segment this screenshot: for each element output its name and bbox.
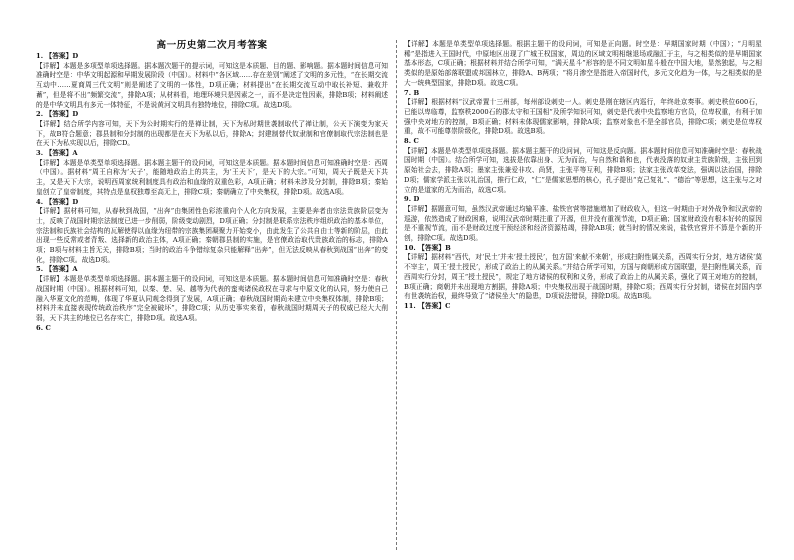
explanation-paragraph: 【详解】本题是单类型单项选择题。据本题主题干的设问词，可知这是本质题。据本题时间信息可知准确时空是：春秋战国时期（中国）。根据材料可知，以秦、楚、吴、越等为代表的蛮夷诸侯政权在寻求与中原文化的认同，努力使自己融入华夏文化的范畴，体现了华夏认同观念得到了发展，A项正确；春秋战国时期尚未建立中央集权体制，排除B项；材料并未直接表现传统政治秩序“完全被破坏”，排除C项；从历史事实来看，春秋战国时期周天子的权威已经大大削弱，天下共主的地位已名存实亡，排除D项。故选A项。 (36, 275, 388, 322)
explanation-paragraph: 【详解】本题是单类型单项选择题。根据主题干的设问词，可知是正向题。时空是：早期国家时期（中国）；“月明星稀”是指进入王国时代，中原地区出现了广城王权国家，周边的区域文明相继退场或融汇于主，与之相类似的是早期国家基本形态，C项正确；根据材料并结合所学可知，“满天星斗”形容的是不同文明如星斗般在中国大地，显然独起，与之相类似的是原始部落联盟或邦国林立，排除A、B两项；“将月渗空是指进入帝国时代，多元文化趋为一体，与之相类似的是大一统典型国家，排除D项。故选C项。 (404, 40, 762, 87)
answer-heading: 6. C (36, 323, 51, 332)
explanation-paragraph: 【详解】根据材料“汉武帝置十三州部，每州部设刺史一人。刺史是刚在辖区内巡行，年终赴京奏事。刺史秩位600石，已能以卑临尊，监察秩2000石的郡太守和王国相”及所学知识可知，刺史是代表中央监察地方官员，位卑权重，有利于加强中央对地方的控制，B项正确；材料未体现儒家影响，排除A项；监察对象也不是全部官员，排除C项；刺史是位卑权重，故不可能尊崇阶级化，排除D项。故选B项。 (404, 98, 762, 136)
page-title: 高一历史第二次月考答案 (156, 40, 268, 51)
answer-heading: 7. B (404, 88, 420, 97)
explanation-paragraph: 【详解】据材料可知，从春秋到战国，“出奔”由集团性色彩浓重向个人化方向发展，主要是奔者由宗法贵族阶层变为士，反映了战国时期宗法制度已进一步削弱，阶级变动剧烈，D项正确；分封制是联系宗法秩序组织政治的基本单位，宗法制和氏族社会结构的瓦解使得以血缘为纽带的宗族集团凝聚力开始变小，由此发生了公共自由士等新的阶层，由此出现一些反常或者背叛、选择新的政治主体，A项正确；秦朝郡县制的实施，是官僚政治取代贵族政治的标志，排除A项；B项与材料主旨无关，排除B项；当时的政治斗争错综复杂只能解释“出奔”，但无法反映从春秋到战国“出奔”的变化，排除C项。故选D项。 (36, 207, 388, 264)
answer-heading: 2. 【答案】D (36, 110, 79, 119)
explanation-paragraph: 【详解】据题意可知，虽然汉武帝通过均输平准、盐铁官营等措施增加了财政收入，但这一时期由于对外战争和汉武帝的巡游，依然造成了财政困难，说明汉武帝时期注重了开源，但并没有重视节流，D项正确；国家财政没有根本好转的原因是不重视节流，而不是财政过度干预经济和经济资源枯竭，排除AB项；就当时的情况来说，盐铁官营并不算是个新的开创，排除C项。故选D项。 (404, 204, 762, 243)
answer-heading: 8. C (404, 137, 419, 146)
answer-heading: 1. 【答案】D (36, 52, 79, 60)
answer-heading: 5. 【答案】A (36, 265, 78, 274)
answer-heading: 10. 【答案】B (404, 243, 451, 252)
explanation-paragraph: 【详解】本题是多项型单项选择题。据本题次题干的提示词，可知这是本质题、目的题、影响题。据本题时间信息可知准确时空是：中华文明起源和早期发展阶段（中国）。材料中“各区域……存在差别”阐述了文明的多元性，“在长期交流互动中……夏商周三代文明”则是阐述了文明的一体性，D项正确；材料提出“在长期交流互动中取长补短、兼收并蓄”，但是将不出“频繁交流”，排除A项；从材料看，地理环境只是因素之一，而不是决定性因素，排除B项；材料阐述的是中华文明具有多元一体特征，不是说黄河文明具有独特地位，排除C项。故选D项。 (36, 61, 388, 109)
right-column (404, 40, 762, 552)
column-divider (396, 40, 397, 550)
explanation-paragraph: 【详解】结合所学内容可知，天下为公时期实行的是禅让制，天下为私时期世袭制取代了禅让制，公天下演变为家天下，故B符合题意；郡县制和分封制的出现都是在天下为私以后，排除A；封建制替代奴隶制和官僚制取代宗法制也是在天下为私实现以后，排除CD。 (36, 119, 388, 148)
answer-heading: 9. D (404, 195, 420, 204)
answer-heading: 3. 【答案】A (36, 149, 78, 158)
answer-heading: 11. 【答案】C (404, 301, 451, 310)
answer-heading: 4. 【答案】D (36, 197, 79, 206)
left-column (36, 52, 388, 552)
explanation-paragraph: 【详解】据材料“西代，对‘民土’并未‘授土授民’，包方国‘来献不来朝’，形成扫附性属关系，西周实行分封，地方诸侯‘莫不宰主’，周王‘授土授民’，形成了政治上的从属关系。”并结合所学可知，方国与商朝形成方国联盟，是扫附性属关系，而西周实行分封，周王“授土授民”，规定了地方诸侯的权利和义务，形成了政治上的从属关系，强化了周王对地方的控制，B项正确；商朝并未出现地方割据，排除A项；中央集权出现于战国时期，排除C项；西周实行分封制，诸侯在封国内享有世袭统治权，最终导致了“诸侯坐大”的隐患，D项说法错误，排除D项。故选B项。 (404, 253, 762, 301)
explanation-paragraph: 【详解】本题是单类型单项选择题。据本题主题干的设问词，可知这是本质题。据本题时间信息可知准确时空是：西周（中国）。据材料“周王自称为‘天子’，能随地政治上的共主，为‘王天下’，是天下的大宗。”可知，周天子既是天下共主，又是天下大宗，说明西周家统利制度具有政治和血缘的双重色彩，A项正确；材料未涉及分封制，排除B项；秦始皇创立了皇帝制度，其特点是皇权独尊至高无上，排除C项；秦朝确立了中央集权，排除D项。故选A项。 (36, 158, 388, 196)
explanation-paragraph: 【详解】本题是单类型单项选择题。据本题主题干的设问词，可知这是反向题。据本题时间信息可知准确时空是：春秋战国时期（中国）。结合所学可知，选拔是依靠出身、无为而治，与自然和谐和也，代表没落的奴隶主贵族阶级，主张回到原始社会去，排除A项；墨家主张兼爱非攻、尚贤，主张平等互利，排除B项；法家主张改革变法，强调以法治国，排除D项；儒家学派主张以礼治国，推行仁政，“仁”是儒家思想的核心，孔子提出“克己复礼”、“德治”等思想，这主张与之对立的是道家的无为而治，故选C项。 (404, 146, 762, 194)
